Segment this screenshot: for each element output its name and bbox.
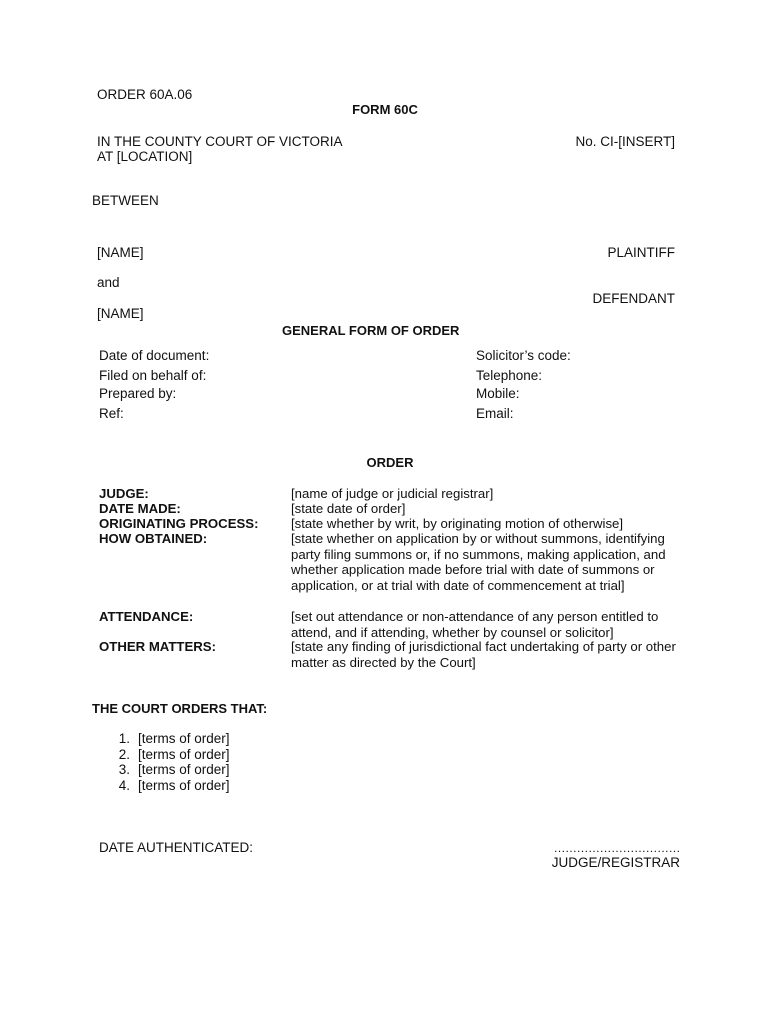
order-reference: ORDER 60A.06 [97,87,193,102]
court-location: AT [LOCATION] [97,149,193,164]
term-text: [terms of order] [138,762,230,777]
term-number: 3. [118,762,130,777]
signatory-label: JUDGE/REGISTRAR [551,855,680,870]
order-row-value: [state any finding of jurisdictional fact undertaking of party or other matter as directed by the Court] [291,639,676,670]
mobile-label: Mobile: [476,386,520,401]
case-number: No. CI-[INSERT] [575,134,675,149]
and-label: and [97,275,120,290]
order-row-label: DATE MADE: [99,501,181,516]
term-number: 4. [118,777,130,793]
term-text: [terms of order] [138,731,230,746]
order-row-value: [set out attendance or non-attendance of any person entitled to attend, and if attending, whether by counsel or solicitor] [291,609,659,640]
plaintiff-role: PLAINTIFF [607,245,675,260]
order-row-value: [state date of order] [291,501,406,516]
prepared-by-label: Prepared by: [99,386,177,401]
order-row-value: [state whether by writ, by originating motion of otherwise] [291,516,624,531]
order-row-value: [state whether on application by or without summons, identifying party filing summons or, if no summons, making application, and whether application made before trial with date of summons or application, or at trial with date of commencement at trial] [291,531,666,593]
defendant-role: DEFENDANT [592,291,675,306]
signature-line: …………………………… [553,841,680,855]
court-orders-heading: THE COURT ORDERS THAT: [92,701,268,716]
term-number: 1. [118,731,130,746]
email-label: Email: [476,406,514,421]
term-text: [terms of order] [138,777,230,793]
order-row-label: OTHER MATTERS: [99,639,216,654]
plaintiff-name: [NAME] [97,245,144,260]
defendant-name: [NAME] [97,306,144,321]
order-row-label: ATTENDANCE: [99,609,194,624]
general-order-title: GENERAL FORM OF ORDER [282,323,460,338]
solicitor-code-label: Solicitor’s code: [476,348,571,363]
date-of-document-label: Date of document: [99,348,210,363]
order-row-label: JUDGE: [99,486,149,501]
order-row-label: HOW OBTAINED: [99,531,208,546]
between-label: BETWEEN [92,193,159,208]
order-heading: ORDER [366,455,414,470]
form-title: FORM 60C [352,102,418,117]
filed-on-behalf-label: Filed on behalf of: [99,368,207,383]
court-name: IN THE COUNTY COURT OF VICTORIA [97,134,343,149]
order-row-label: ORIGINATING PROCESS: [99,516,259,531]
telephone-label: Telephone: [476,368,543,383]
ref-label: Ref: [99,406,124,421]
order-row-value: [name of judge or judicial registrar] [291,486,494,501]
date-authenticated-label: DATE AUTHENTICATED: [99,840,254,855]
term-number: 2. [118,746,130,762]
term-text: [terms of order] [138,746,230,762]
